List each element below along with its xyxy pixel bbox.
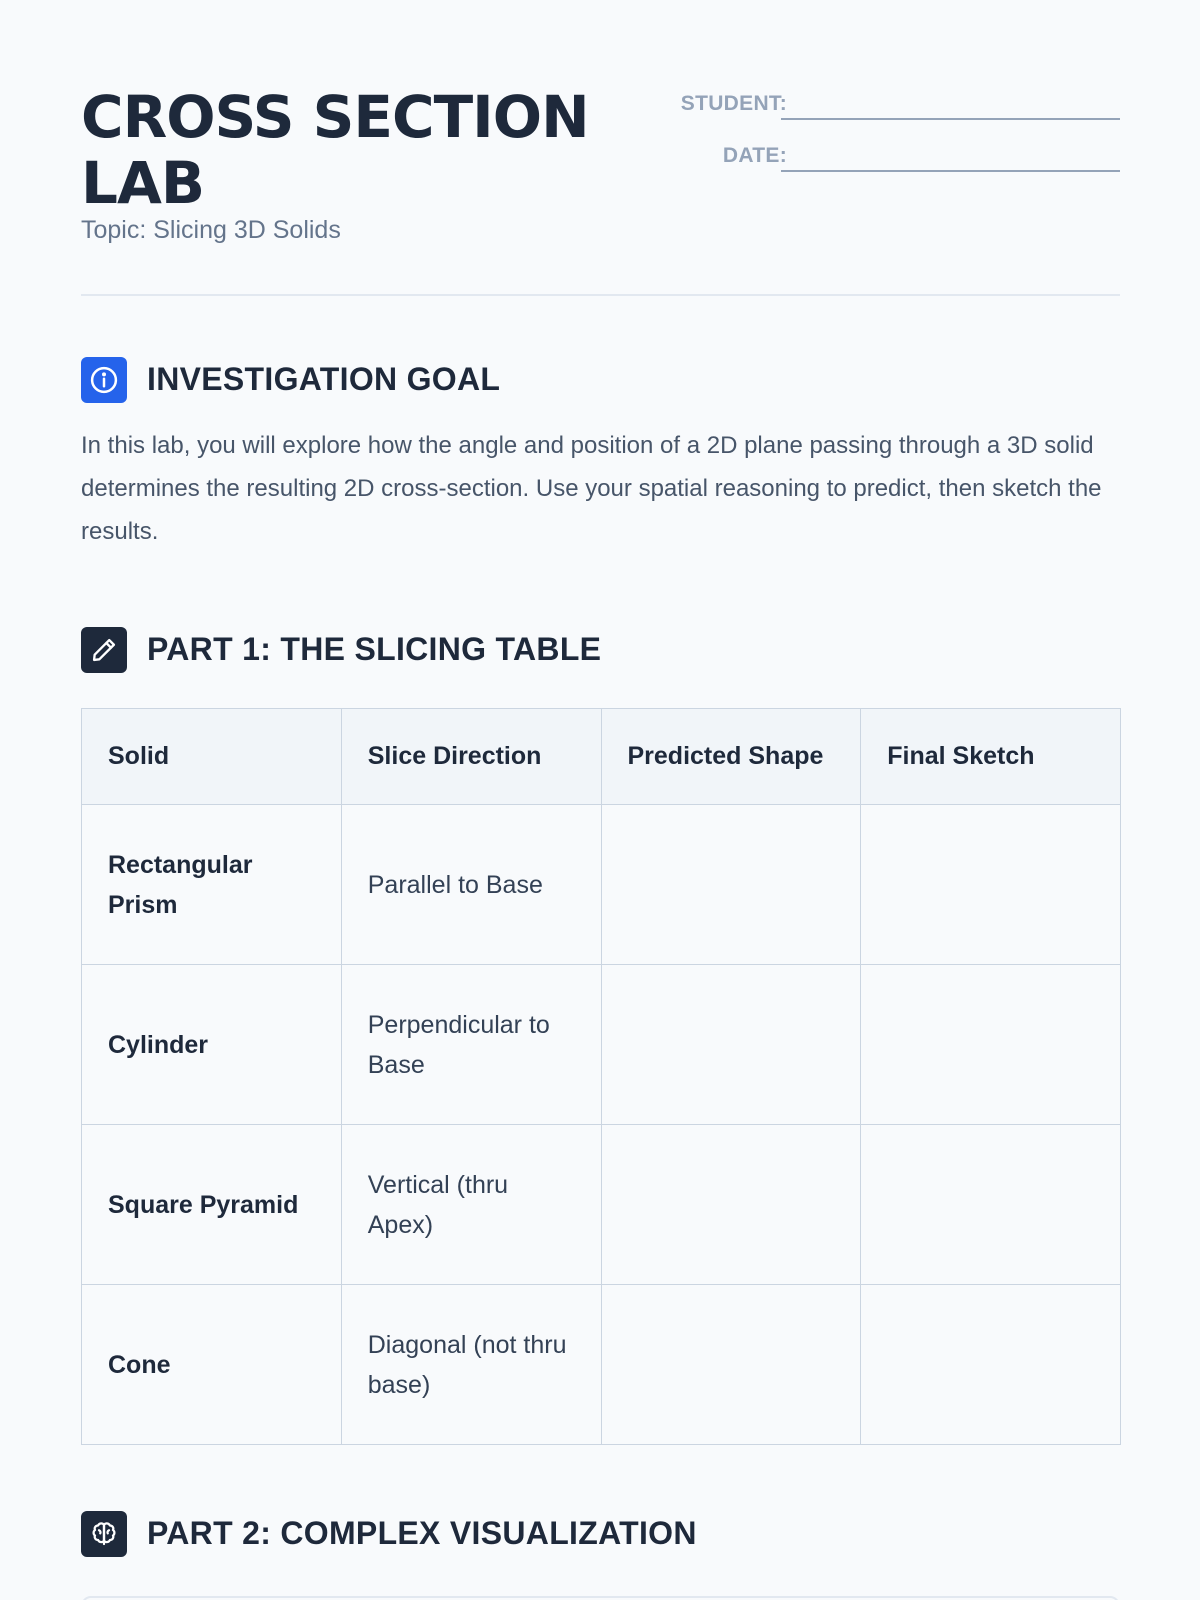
part2-content-box	[81, 1596, 1120, 1600]
table-header-row	[82, 709, 1121, 805]
table-row	[82, 805, 1121, 965]
date-input-line[interactable]	[781, 170, 1120, 172]
column-header-final-sketch: Final Sketch	[861, 709, 1121, 805]
info-icon	[81, 357, 127, 403]
slice-direction-cell: Diagonal (not thru base)	[341, 1285, 601, 1445]
column-header-slice-direction: Slice Direction	[341, 709, 601, 805]
brain-icon	[81, 1511, 127, 1557]
solid-cell: Cylinder	[82, 965, 342, 1125]
student-label: STUDENT:	[680, 92, 787, 115]
predicted-shape-cell[interactable]	[601, 1125, 861, 1285]
page-title: CROSS SECTION LAB	[81, 83, 589, 217]
predicted-shape-cell[interactable]	[601, 1285, 861, 1445]
predicted-shape-cell[interactable]	[601, 805, 861, 965]
column-header-predicted-shape: Predicted Shape	[601, 709, 861, 805]
predicted-shape-cell[interactable]	[601, 965, 861, 1125]
date-field	[661, 136, 1120, 176]
slice-direction-cell: Vertical (thru Apex)	[341, 1125, 601, 1285]
final-sketch-cell[interactable]	[861, 805, 1121, 965]
student-input-line[interactable]	[781, 118, 1120, 120]
solid-cell: Rectangular Prism	[82, 805, 342, 965]
topic-subtitle: Topic: Slicing 3D Solids	[81, 216, 341, 244]
date-label: DATE:	[722, 144, 787, 167]
table-row	[82, 965, 1121, 1125]
final-sketch-cell[interactable]	[861, 965, 1121, 1125]
slice-direction-cell: Parallel to Base	[341, 805, 601, 965]
slicing-table	[81, 708, 1121, 1445]
worksheet-header	[81, 84, 1120, 296]
student-field	[661, 84, 1120, 124]
part1-title: PART 1: THE SLICING TABLE	[147, 631, 602, 667]
investigation-goal-text: In this lab, you will explore how the angle and position of a 2D plane passing through a 3D solid determines the resulting 2D cross-section. Use your spatial reasoning to predict, then sketch the results.	[81, 432, 1102, 545]
part2-title: PART 2: COMPLEX VISUALIZATION	[147, 1515, 697, 1551]
final-sketch-cell[interactable]	[861, 1125, 1121, 1285]
pencil-icon	[81, 627, 127, 673]
table-row	[82, 1285, 1121, 1445]
investigation-goal-title: INVESTIGATION GOAL	[147, 361, 501, 397]
slice-direction-cell: Perpendicular to Base	[341, 965, 601, 1125]
solid-cell: Cone	[82, 1285, 342, 1445]
column-header-solid: Solid	[82, 709, 342, 805]
solid-cell: Square Pyramid	[82, 1125, 342, 1285]
final-sketch-cell[interactable]	[861, 1285, 1121, 1445]
table-row	[82, 1125, 1121, 1285]
